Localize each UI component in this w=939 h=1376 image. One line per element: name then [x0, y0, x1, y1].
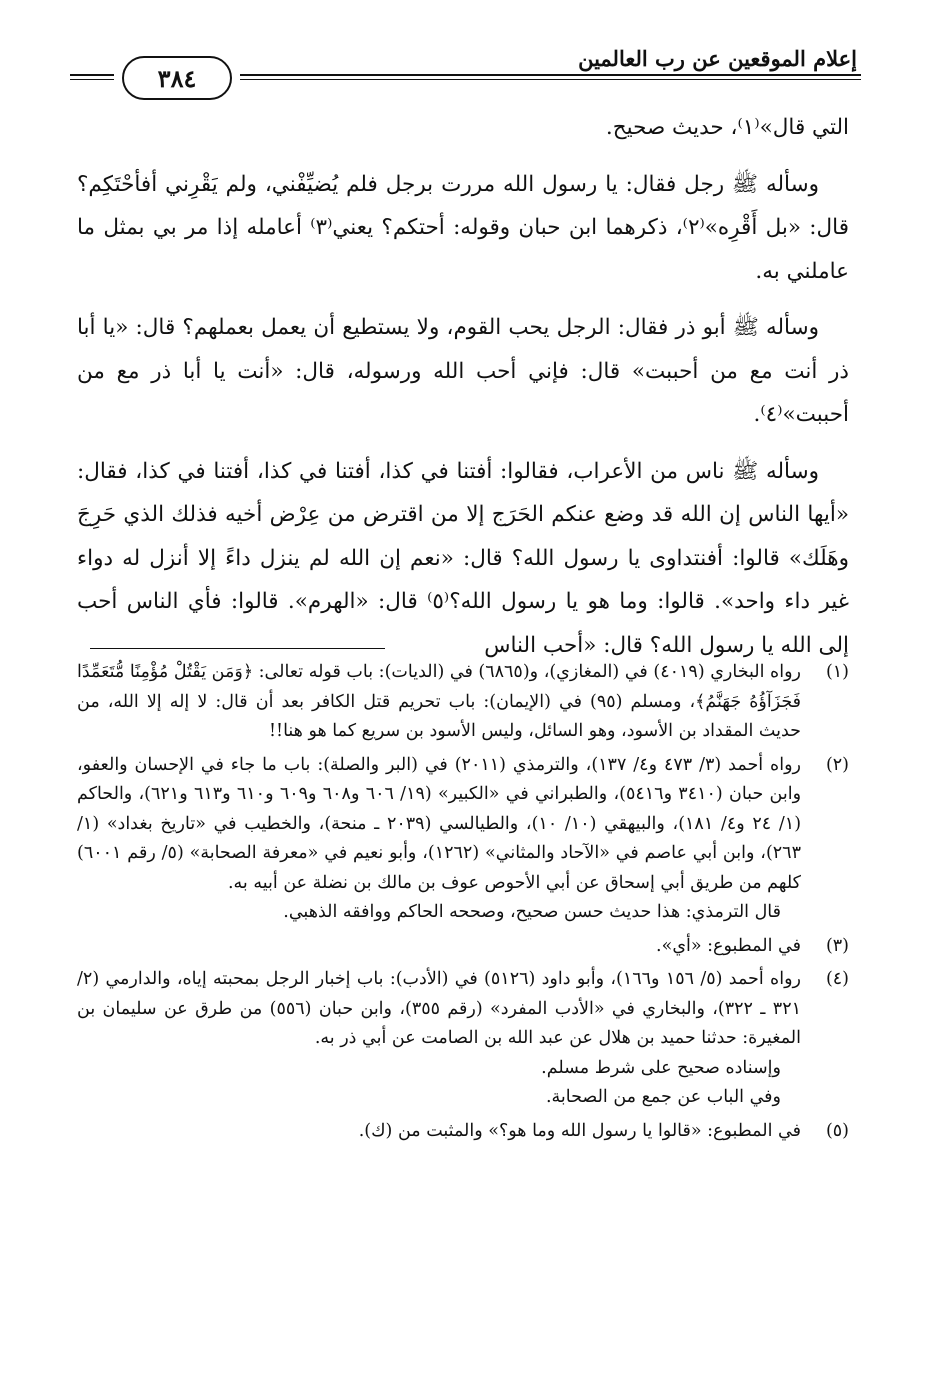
- footnote-text: رواه أحمد (٣/ ٤٧٣ و٤/ ١٣٧)، والترمذي (٢٠١١) في (البر والصلة): باب ما جاء في الإحسان والعفو، وابن حبان (٣٤١٠ و٥٤١٦)، والطبراني في «الكبير» (١٩/ ٦٠٦ و٦٠٨ و٦٠٩ و٦١٠ و٦١٣ و٦٢١)، والحاكم (١/ ٢٤ و٤/ ١٨١)، والبيهقي (١٠/ ١٠)، والطيالسي (٢٠٣٩ ـ منحة)، والخطيب في «تاريخ بغداد» (١/ ٢٦٣)، وابن أبي عاصم في «الآحاد والمثاني» (١٢٦٢)، وأبو نعيم في «معرفة الصحابة» (٥/ رقم ٦٠٠١) كلهم من طريق أبي إسحاق عن أبي الأحوص عوف بن مالك بن نضلة عن أبيه به.: [77, 754, 802, 893]
- page-number: ٣٨٤: [122, 56, 232, 100]
- footnote-text: وفي الباب عن جمع من الصحابة.: [545, 1087, 781, 1107]
- footnote-text: وإسناده صحيح على شرط مسلم.: [541, 1057, 781, 1078]
- main-text: [77, 106, 849, 680]
- footnote-number: (٤): [825, 969, 849, 989]
- page-number-frame: [114, 56, 240, 100]
- running-title: إعلام الموقعين عن رب العالمين: [578, 46, 857, 71]
- body-paragraph: وسأله ﷺ رجل فقال: يا رسول الله مررت برجل فلم يُضيِّفْني، ولم يَقْرِني أفأحْتَكِم؟ قال: «بل أَقْرِه»⁽٢⁾، ذكرهما ابن حبان وقوله: أحتكم؟ يعني⁽٣⁾ أعامله إذا مر بي بمثل ما عاملني به.: [77, 171, 849, 284]
- footnote-number: (١): [825, 662, 849, 682]
- footnote-number: (٣): [825, 935, 849, 956]
- footnote-separator: [90, 648, 385, 649]
- footnote: [77, 1117, 849, 1147]
- footnote-text: قال الترمذي: هذا حديث حسن صحيح، وصححه الحاكم ووافقه الذهبي.: [283, 902, 781, 922]
- body-paragraph: التي قال»⁽١⁾، حديث صحيح.: [605, 115, 849, 140]
- footnote-text: رواه البخاري (٤٠١٩) في (المغازي)، و(٦٨٦٥) في (الديات): باب قوله تعالى: ﴿وَمَن يَقْتُلْ مُؤْمِنًا مُّتَعَمِّدًا فَجَزَآؤُهُ جَهَنَّمُ﴾، ومسلم (٩٥) في (الإيمان): باب تحريم قتل الكافر بعد أن قال: لا إله إلا الله، من حديث المقداد بن الأسود، وهو السائل، وليس الأسود بن سريع كما هو هنا!!: [77, 662, 802, 741]
- footnotes: [77, 658, 849, 1150]
- footnote-number: (٢): [825, 754, 849, 775]
- footnote-text: في المطبوع: «أي».: [656, 935, 801, 956]
- footnote: [77, 751, 849, 928]
- footnote: [77, 658, 849, 747]
- footnote-number: (٥): [825, 1120, 849, 1141]
- footnote-text: في المطبوع: «قالوا يا رسول الله وما هو؟» والمثبت من (ك).: [358, 1120, 801, 1141]
- body-paragraph: وسأله ﷺ ناس من الأعراب، فقالوا: أفتنا في كذا، أفتنا في كذا، أفتنا في كذا، فقال: «أيها الناس إن الله قد وضع عنكم الحَرَج إلا من اقترض من عِرْض أخيه فذلك الذي حَرِجَ وهَلَك» قالوا: أفنتداوى يا رسول الله؟ قال: «نعم إن الله لم ينزل داءً إلا أنزل له دواء غير داء واحد». قالوا: وما هو يا رسول الله؟⁽٥⁾ قال: «الهرم». قالوا: فأي الناس أحب إلى الله يا رسول الله؟ قال: «أحب الناس: [77, 458, 849, 658]
- footnote-text: رواه أحمد (٥/ ١٥٦ و١٦٦)، وأبو داود (٥١٢٦) في (الأدب): باب إخبار الرجل بمحبته إياه، والدارمي (٢/ ٣٢١ ـ ٣٢٢)، والبخاري في «الأدب المفرد» (رقم ٣٥٥)، وابن حبان (٥٥٦) من طرق عن سليمان بن المغيرة: حدثنا حميد بن هلال عن عبد الله بن الصامت عن أبي ذر به.: [77, 969, 801, 1048]
- footnote: [77, 932, 849, 962]
- body-paragraph: وسأله ﷺ أبو ذر فقال: الرجل يحب القوم، ولا يستطيع أن يعمل بعملهم؟ قال: «يا أبا ذر أنت مع من أحببت» قال: فإني أحب الله ورسوله، قال: «أنت يا أبا ذر مع من أحببت»⁽٤⁾.: [77, 315, 849, 427]
- page-header: [70, 38, 861, 108]
- footnote: [77, 965, 849, 1113]
